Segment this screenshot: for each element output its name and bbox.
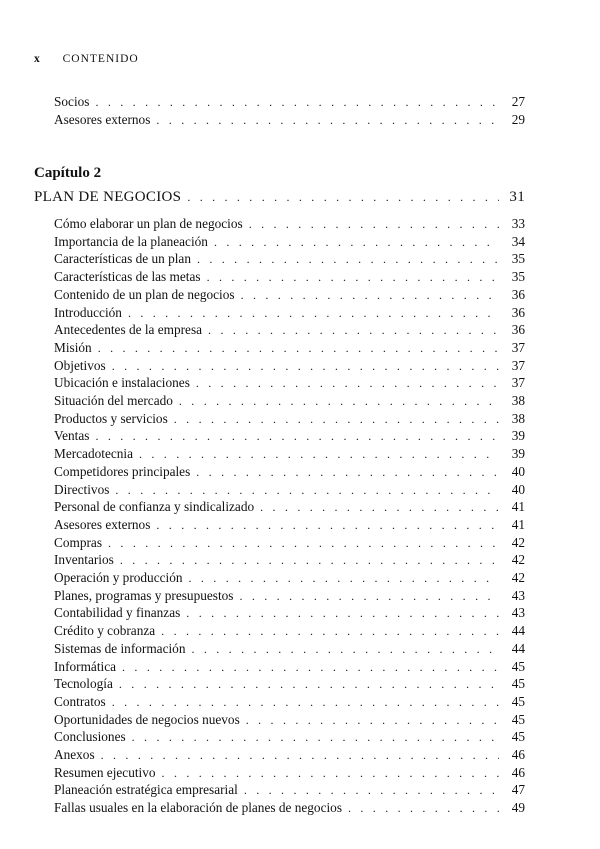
- toc-entry-title: Situación del mercado: [54, 393, 173, 408]
- toc-entry-title: Misión: [54, 339, 92, 355]
- toc-entry-page-number: 45: [511, 729, 525, 745]
- toc-entry-page-number: 39: [511, 428, 525, 444]
- dot-leader: [108, 535, 499, 551]
- dot-leader: [244, 782, 499, 798]
- running-head: [34, 53, 139, 65]
- dot-leader: [174, 411, 499, 427]
- dot-leader: [246, 712, 499, 728]
- dot-leader: [101, 747, 499, 763]
- toc-entry-title: Tecnología: [54, 676, 113, 692]
- toc-entry-page-number: 41: [511, 516, 525, 532]
- toc-entry[interactable]: [54, 659, 525, 675]
- toc-entry-title: Contabilidad y finanzas: [54, 605, 181, 621]
- toc-entry-page-number: 40: [511, 463, 525, 479]
- toc-entry[interactable]: [54, 605, 525, 621]
- dot-leader: [156, 517, 499, 533]
- toc-entry-title: Cómo elaborar un plan de negocios: [54, 216, 243, 231]
- toc-entry-title: Crédito y cobranza: [54, 623, 156, 639]
- toc-entry-page-number: 44: [511, 623, 525, 639]
- toc-entry-page-number: 43: [511, 605, 525, 621]
- dot-leader: [162, 765, 499, 781]
- dot-leader: [348, 800, 499, 816]
- toc-entry[interactable]: [54, 251, 525, 267]
- dot-leader: [214, 234, 499, 250]
- toc-entry-title: Importancia de la planeación: [54, 233, 208, 249]
- running-head-page-number: x: [34, 53, 41, 65]
- toc-entry-title: Personal de confianza y sindicalizado: [54, 499, 255, 515]
- toc-entry[interactable]: [54, 694, 525, 710]
- dot-leader: [186, 605, 499, 621]
- toc-entry-title: Anexos: [54, 747, 95, 762]
- toc-entry-page-number: 38: [511, 393, 525, 408]
- toc-entry-page-number: 45: [511, 658, 525, 674]
- toc-entry[interactable]: [54, 570, 525, 586]
- toc-entry-page-number: 27: [511, 94, 525, 109]
- toc-entry-title: Planeación estratégica empresarial: [54, 782, 238, 798]
- toc-entry-title: Competidores principales: [54, 463, 191, 479]
- toc-entry-page-number: 42: [511, 534, 525, 550]
- chapter-title: PLAN DE NEGOCIOS: [34, 189, 182, 205]
- toc-entry[interactable]: [54, 428, 525, 444]
- dot-leader: [156, 112, 499, 128]
- dot-leader: [139, 446, 499, 462]
- toc-entry[interactable]: [54, 676, 525, 692]
- dot-leader: [191, 641, 499, 657]
- dot-leader: [132, 729, 499, 745]
- toc-entry[interactable]: [54, 94, 525, 110]
- dot-leader: [208, 322, 499, 338]
- toc-entry[interactable]: [54, 322, 525, 338]
- toc-entry-page-number: 42: [511, 570, 525, 585]
- toc-entry-page-number: 37: [511, 339, 525, 355]
- dot-leader: [128, 305, 499, 321]
- toc-entry[interactable]: [54, 499, 525, 515]
- dot-leader: [196, 464, 499, 480]
- toc-entry[interactable]: [54, 641, 525, 657]
- toc-entry-page-number: 45: [511, 711, 525, 727]
- toc-entry[interactable]: [54, 234, 525, 250]
- dot-leader: [112, 358, 499, 374]
- toc-entry[interactable]: [54, 340, 525, 356]
- toc-entry[interactable]: [54, 588, 525, 604]
- toc-entry-page-number: 41: [511, 499, 525, 515]
- toc-entry-page-number: 46: [511, 764, 525, 780]
- dot-leader: [260, 499, 499, 515]
- toc-entry[interactable]: [54, 535, 525, 551]
- toc-entry[interactable]: [54, 358, 525, 374]
- toc-entry-page-number: 42: [511, 552, 525, 568]
- toc-entry-title: Conclusiones: [54, 729, 126, 745]
- toc-entry-title: Socios: [54, 94, 90, 109]
- toc-entry-title: Operación y producción: [54, 570, 183, 585]
- toc-entry-title: Asesores externos: [54, 112, 151, 127]
- toc-entry-page-number: 34: [511, 233, 525, 249]
- toc-entry-page-number: 36: [511, 304, 525, 320]
- chapter-title-entry[interactable]: [34, 188, 525, 206]
- toc-entry-page-number: 36: [511, 286, 525, 302]
- toc-entry-page-number: 45: [511, 693, 525, 709]
- toc-entry[interactable]: [54, 765, 525, 781]
- dot-leader: [161, 623, 499, 639]
- toc-entry-page-number: 35: [511, 251, 525, 267]
- toc-entry-title: Contratos: [54, 693, 106, 709]
- dot-leader: [196, 375, 499, 391]
- toc-entry-page-number: 44: [511, 640, 525, 656]
- toc-entry[interactable]: [54, 216, 525, 232]
- toc-entry-title: Resumen ejecutivo: [54, 764, 156, 780]
- toc-entry-page-number: 38: [511, 410, 525, 426]
- toc-entry-page-number: 29: [511, 112, 525, 127]
- toc-entry[interactable]: [54, 712, 525, 728]
- toc-entry[interactable]: [54, 517, 525, 533]
- dot-leader: [119, 676, 499, 692]
- toc-entry-page-number: 46: [511, 747, 525, 762]
- dot-leader: [197, 251, 499, 267]
- toc-entry-page-number: 36: [511, 322, 525, 338]
- toc-entry-title: Fallas usuales en la elaboración de planes de negocios: [54, 800, 342, 816]
- toc-entry[interactable]: [54, 552, 525, 568]
- dot-leader: [98, 340, 499, 356]
- toc-entry-page-number: 37: [511, 375, 525, 391]
- toc-entry[interactable]: [54, 747, 525, 763]
- toc-entry-title: Sistemas de información: [54, 640, 186, 656]
- dot-leader: [122, 659, 499, 675]
- toc-entry-page-number: 49: [511, 800, 525, 816]
- toc-entry-title: Mercadotecnia: [54, 446, 133, 462]
- toc-entry[interactable]: [54, 623, 525, 639]
- dot-leader: [207, 269, 499, 285]
- dot-leader: [120, 552, 499, 568]
- running-head-section: CONTENIDO: [62, 53, 139, 65]
- toc-entry-page-number: 40: [511, 481, 525, 497]
- toc-entry[interactable]: [54, 464, 525, 480]
- toc-entry-page-number: 39: [511, 446, 525, 462]
- dot-leader: [249, 216, 499, 232]
- dot-leader: [189, 570, 500, 586]
- toc-entry-title: Antecedentes de la empresa: [54, 322, 203, 338]
- toc-entry-title: Inventarios: [54, 552, 114, 568]
- toc-entry[interactable]: [54, 446, 525, 462]
- dot-leader: [95, 428, 499, 444]
- toc-entry-title: Directivos: [54, 481, 110, 497]
- chapter-label: Capítulo 2: [34, 165, 102, 181]
- dot-leader: [179, 393, 499, 409]
- toc-entry[interactable]: [54, 729, 525, 745]
- toc-entry-page-number: 45: [511, 676, 525, 692]
- dot-leader: [241, 287, 499, 303]
- toc-entry[interactable]: [54, 393, 525, 409]
- toc-entry-title: Introducción: [54, 304, 122, 320]
- toc-entry-title: Contenido de un plan de negocios: [54, 286, 235, 302]
- dot-leader: [115, 482, 499, 498]
- toc-entry-title: Compras: [54, 534, 103, 550]
- toc-entry-page-number: 47: [511, 782, 525, 798]
- toc-entry-title: Ventas: [54, 428, 90, 444]
- dot-leader: [112, 694, 499, 710]
- toc-entry[interactable]: [54, 112, 525, 128]
- toc-entry-title: Ubicación e instalaciones: [54, 375, 190, 391]
- toc-entry[interactable]: [54, 411, 525, 427]
- toc-entry[interactable]: [54, 269, 525, 285]
- toc-entry-title: Informática: [54, 658, 117, 674]
- toc-entry-page-number: 33: [511, 216, 525, 231]
- toc-entry-title: Asesores externos: [54, 516, 151, 532]
- toc-entry[interactable]: [54, 287, 525, 303]
- toc-entry[interactable]: [54, 800, 525, 816]
- toc-entry-title: Características de un plan: [54, 251, 191, 267]
- toc-entry[interactable]: [54, 375, 525, 391]
- toc-entry-title: Oportunidades de negocios nuevos: [54, 711, 240, 727]
- dot-leader: [95, 94, 499, 110]
- toc-entry-title: Características de las metas: [54, 269, 201, 285]
- toc-entry-page-number: 37: [511, 357, 525, 373]
- dot-leader: [239, 588, 499, 604]
- toc-entry-page-number: 43: [511, 587, 525, 603]
- toc-entry[interactable]: [54, 782, 525, 798]
- toc-entry-page-number: 35: [511, 269, 525, 285]
- toc-entry-title: Objetivos: [54, 357, 106, 373]
- toc-entry[interactable]: [54, 305, 525, 321]
- toc-entry-title: Planes, programas y presupuestos: [54, 587, 234, 603]
- toc-entry-title: Productos y servicios: [54, 410, 168, 426]
- chapter-page-number: 31: [509, 189, 525, 205]
- dot-leader: [187, 188, 499, 206]
- toc-entry[interactable]: [54, 482, 525, 498]
